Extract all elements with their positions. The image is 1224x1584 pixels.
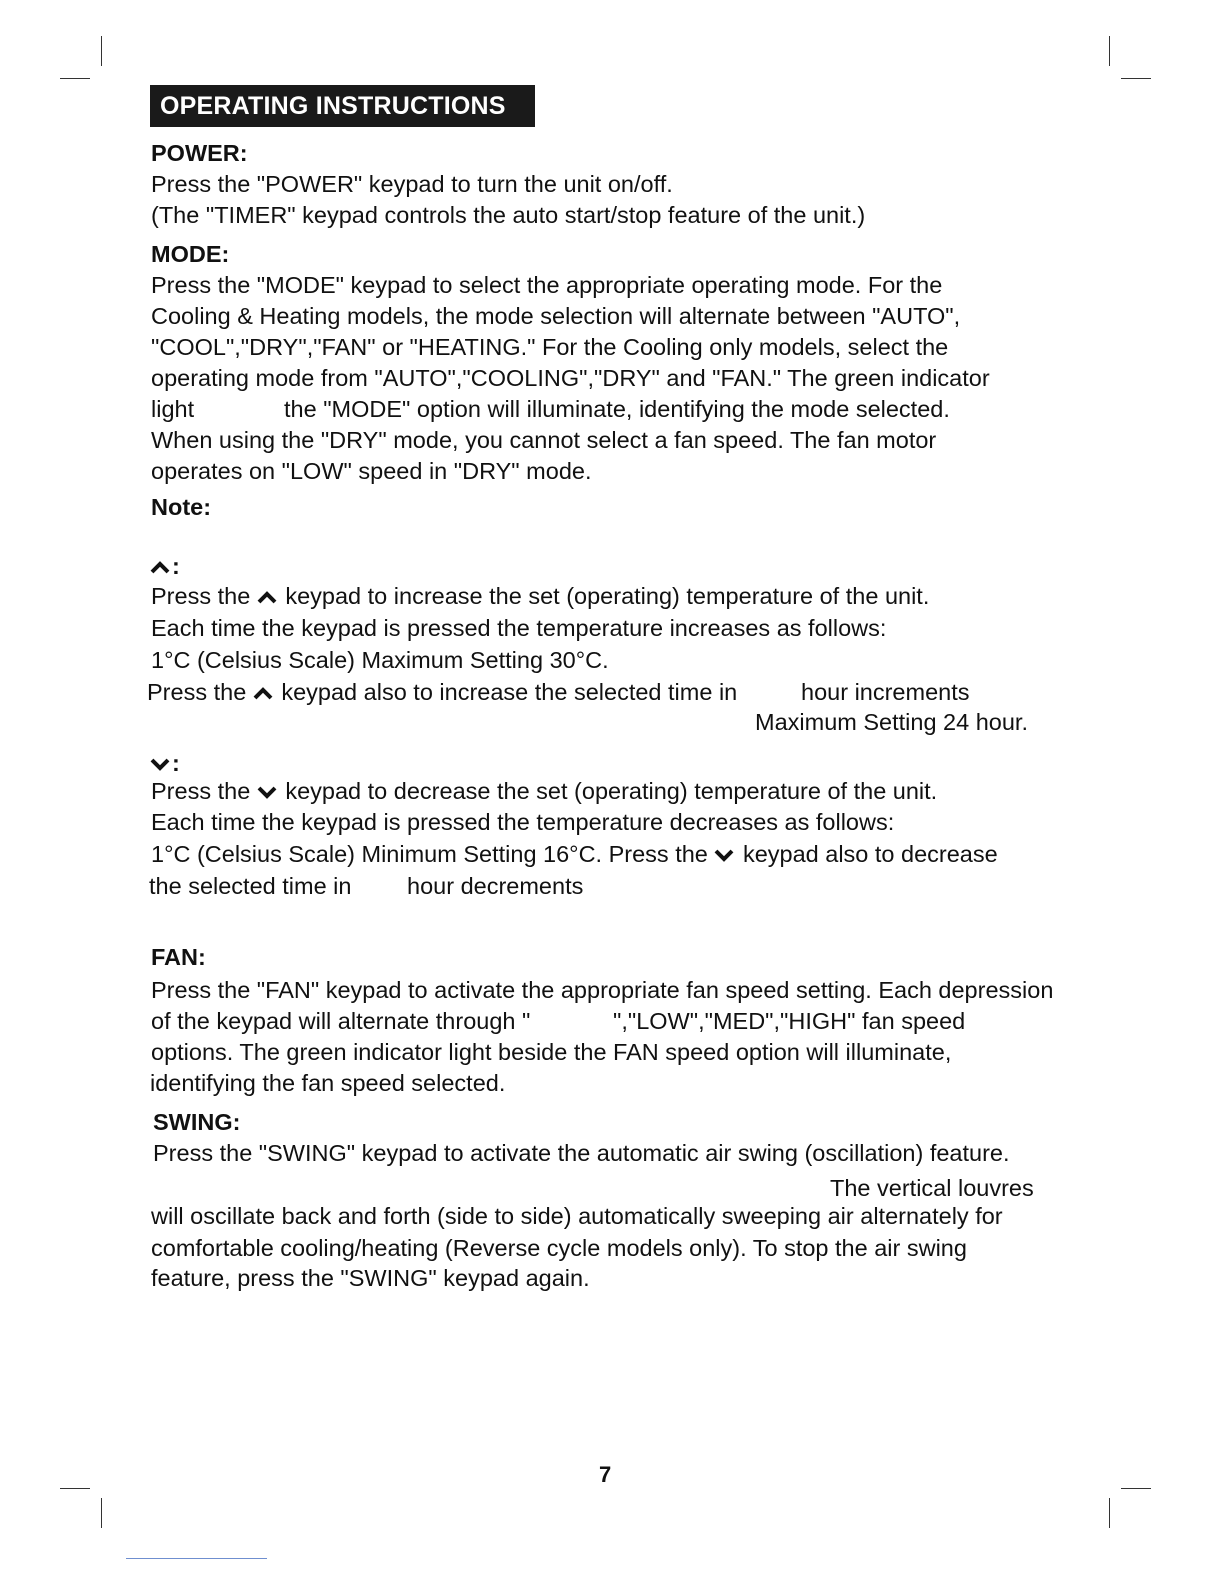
swing-line-3: will oscillate back and forth (side to side) automatically sweeping air alternately for [151,1203,1003,1229]
up-line-1a: Press the [151,583,251,609]
up-line-4 [147,681,737,705]
crop-mark [101,36,102,66]
up-line-4a: Press the [147,679,247,705]
crop-mark [1121,78,1151,79]
down-line-1b: keypad to decrease the set (operating) temperature of the unit. [285,778,938,804]
chevron-down-icon [714,847,736,863]
down-line-3a: 1°C (Celsius Scale) Minimum Setting 16°C. Press the [151,841,708,867]
swing-heading: SWING: [153,1109,241,1135]
up-line-5: Maximum Setting 24 hour. [755,709,1028,735]
footer-rule [126,1558,267,1559]
power-line-1: Press the "POWER" keypad to turn the unit on/off. [151,171,673,197]
chevron-up-icon [253,685,275,701]
mode-line-5a: light [151,396,195,422]
fan-heading: FAN: [151,944,206,970]
fan-line-4: identifying the fan speed selected. [150,1070,506,1096]
fan-line-2b: ","LOW","MED","HIGH" fan speed [613,1008,966,1034]
chevron-up-icon [150,559,172,575]
chevron-down-icon [257,784,279,800]
mode-line-6: When using the "DRY" mode, you cannot select a fan speed. The fan motor [151,427,937,453]
page-title: OPERATING INSTRUCTIONS [150,85,535,127]
crop-mark [101,1498,102,1528]
chevron-down-icon [150,756,172,772]
down-heading-colon: : [172,750,180,776]
mode-line-4: operating mode from "AUTO","COOLING","DRY" and "FAN." The green indicator [151,365,990,391]
up-heading [150,555,180,579]
mode-line-2: Cooling & Heating models, the mode selection will alternate between "AUTO", [151,303,961,329]
mode-note-heading: Note: [151,494,212,520]
fan-line-2a: of the keypad will alternate through " [151,1008,531,1034]
mode-line-5b: the "MODE" option will illuminate, identifying the mode selected. [284,396,950,422]
mode-line-7: operates on "LOW" speed in "DRY" mode. [151,458,592,484]
fan-line-1: Press the "FAN" keypad to activate the appropriate fan speed setting. Each depression [151,977,1054,1003]
crop-mark [1121,1488,1151,1489]
down-line-1a: Press the [151,778,251,804]
swing-line-4: comfortable cooling/heating (Reverse cycle models only). To stop the air swing [151,1235,967,1261]
up-line-4c: hour increments [801,679,970,705]
mode-heading: MODE: [151,241,230,267]
up-line-2: Each time the keypad is pressed the temperature increases as follows: [151,615,887,641]
up-line-3: 1°C (Celsius Scale) Maximum Setting 30°C. [151,647,609,673]
crop-mark [60,1488,90,1489]
fan-line-3: options. The green indicator light beside the FAN speed option will illuminate, [151,1039,952,1065]
page-number: 7 [599,1462,612,1487]
power-line-2: (The "TIMER" keypad controls the auto start/stop feature of the unit.) [151,202,866,228]
crop-mark [60,78,90,79]
mode-line-3: "COOL","DRY","FAN" or "HEATING." For the Cooling only models, select the [151,334,949,360]
swing-line-2: The vertical louvres [830,1175,1034,1201]
crop-mark [1109,1498,1110,1528]
down-line-1 [151,780,937,804]
chevron-up-icon [257,589,279,605]
down-line-2: Each time the keypad is pressed the temperature decreases as follows: [151,809,895,835]
down-line-3b: keypad also to decrease [742,841,998,867]
down-line-4b: hour decrements [407,873,584,899]
up-heading-colon: : [172,553,180,579]
down-line-4a: the selected time in [149,873,352,899]
swing-line-1: Press the "SWING" keypad to activate the automatic air swing (oscillation) feature. [153,1140,1010,1166]
power-heading: POWER: [151,140,248,166]
mode-line-1: Press the "MODE" keypad to select the appropriate operating mode. For the [151,272,943,298]
up-line-1 [151,585,929,609]
down-heading [150,752,180,776]
up-line-4b: keypad also to increase the selected time in [281,679,738,705]
up-line-1b: keypad to increase the set (operating) temperature of the unit. [285,583,930,609]
swing-line-5: feature, press the "SWING" keypad again. [151,1265,590,1291]
crop-mark [1109,36,1110,66]
down-line-3 [151,843,998,867]
